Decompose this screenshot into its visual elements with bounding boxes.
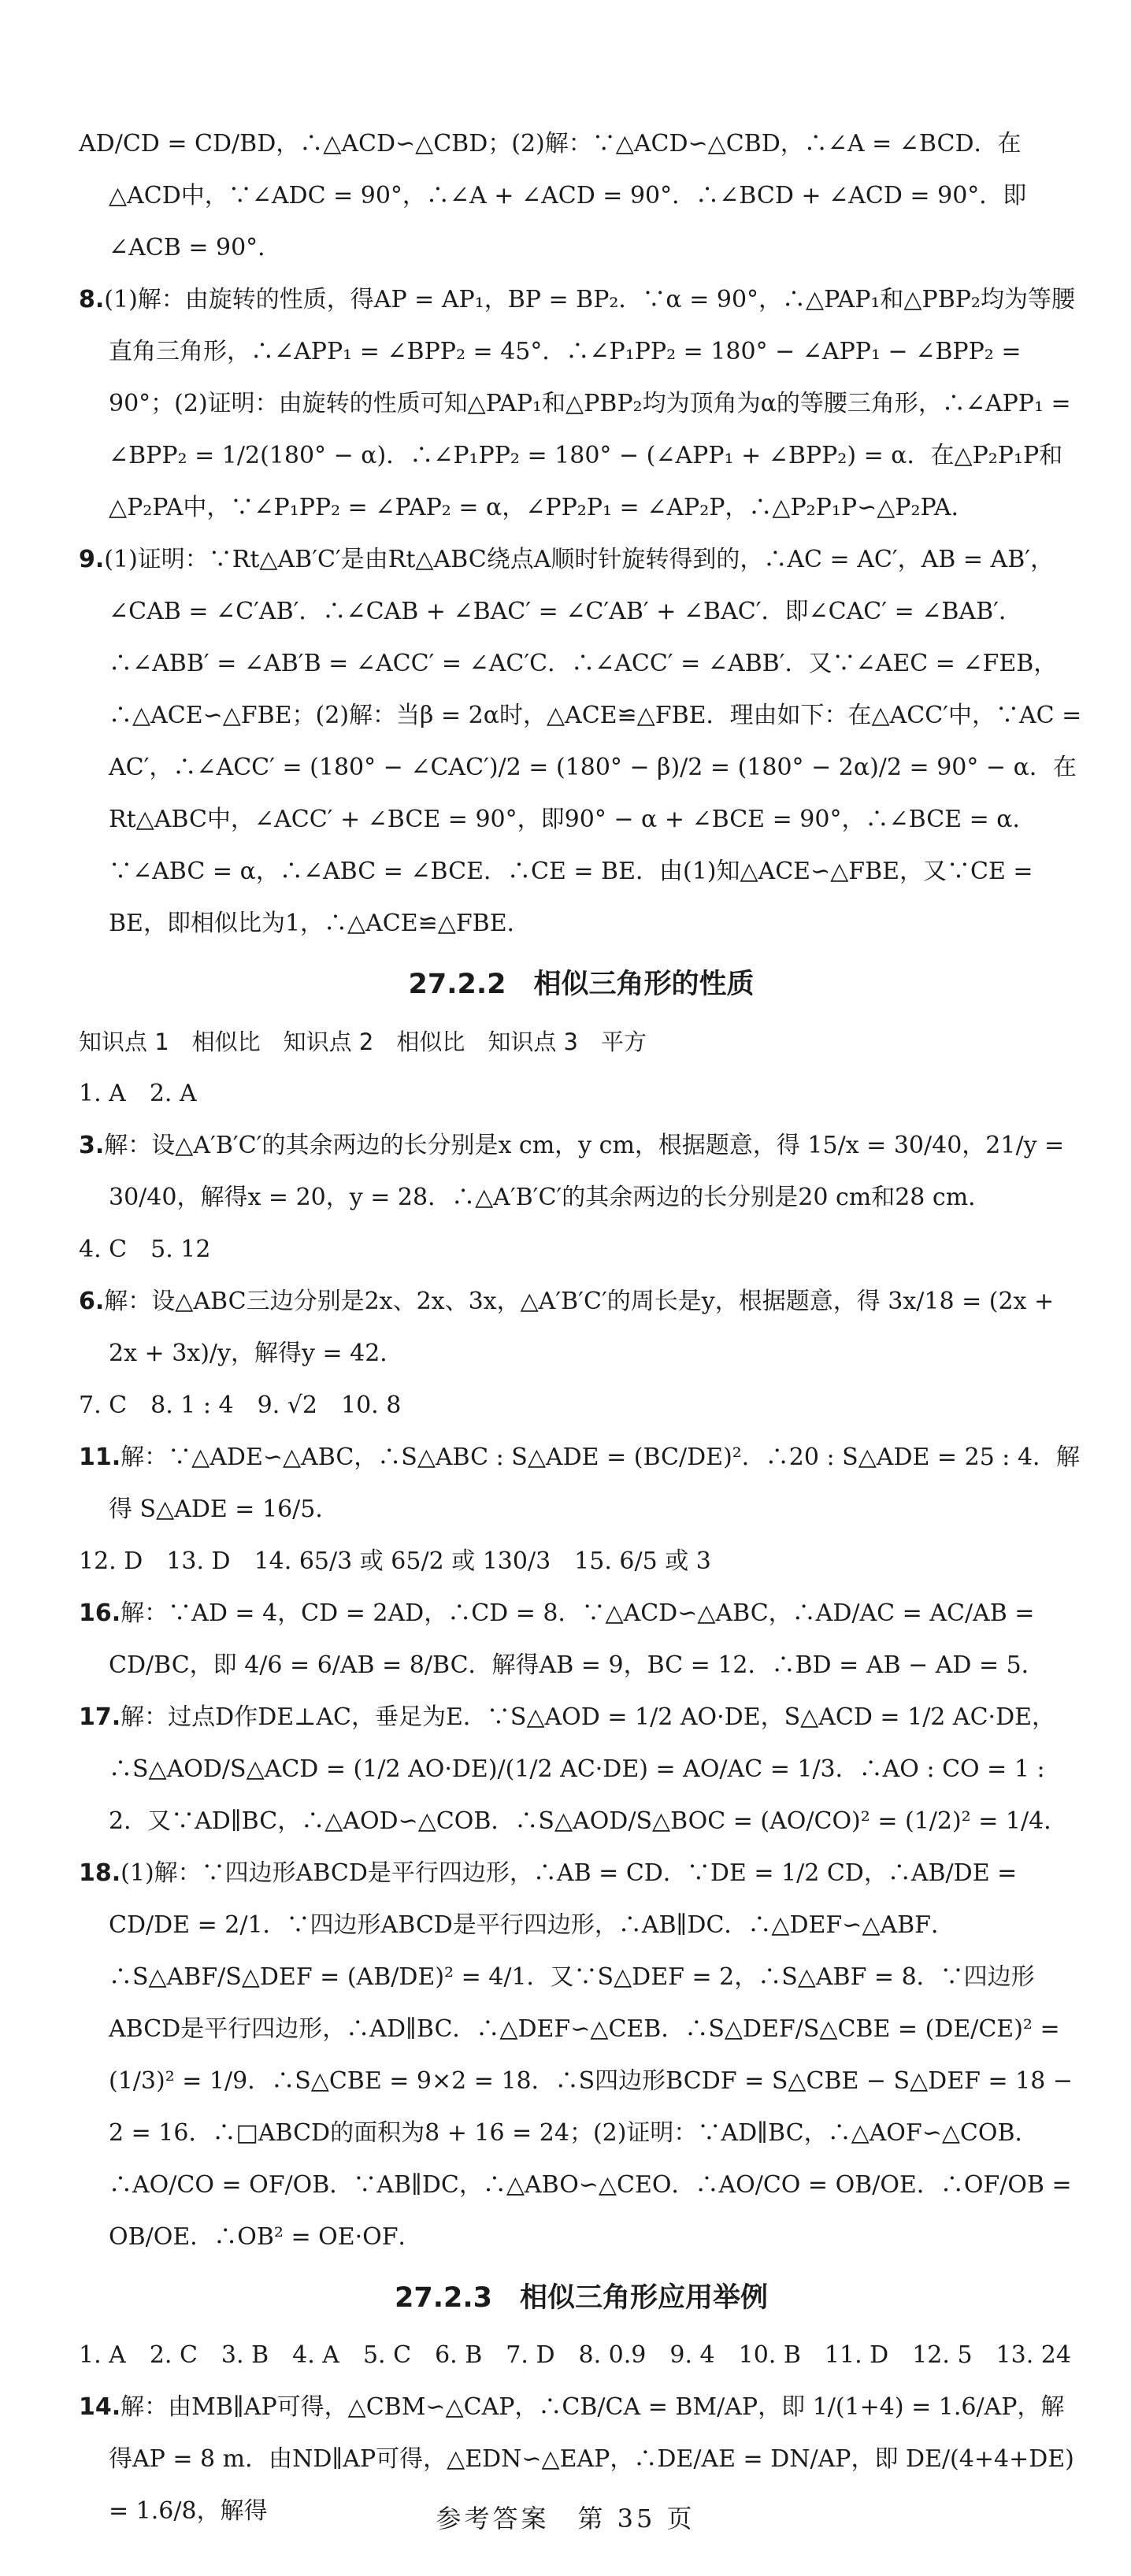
- answer-text: 解：∵△ADE∽△ABC，∴S△ABC : S△ADE = (BC/DE)²．∴20 : S△ADE = 25 : 4．解得 S△ADE = 16/5．: [109, 1444, 1081, 1523]
- answer-text: (1)解：∵四边形ABCD是平行四边形，∴AB = CD．∵DE = 1/2 CD，∴AB/DE = CD/DE = 2/1．∵四边形ABCD是平行四边形，∴AB∥DC．∴△DEF∽△ABF．∴S△ABF/S△DEF = (AB/DE)² = 4/1．又∵S△DEF = 2，∴S△ABF = 8．∵四边形ABCD是平行四边形，∴AD∥BC．∴△DEF∽△CEB．∴S△DEF/S△CBE = (DE/CE)² = (1/3)² = 1/9．∴S△CBE = 9×2 = 18．∴S四边形BCDF = S△CBE − S△DEF = 18 − 2 = 16．∴□ABCD的面积为8 + 16 = 24；(2)证明：∵AD∥BC，∴△AOF∽△COB．∴AO/CO = OF/OB．∵AB∥DC，∴△ABO∽△CEO．∴AO/CO = OB/OE．∴OF/OB = OB/OE．∴OB² = OE·OF．: [109, 1859, 1073, 2251]
- knowledge-points-line: 知识点 1 相似比 知识点 2 相似比 知识点 3 平方: [79, 1029, 647, 1055]
- answer-number: 3.: [79, 1132, 105, 1159]
- answer-content: [79, 118, 1084, 2537]
- answer-item: [79, 1848, 1084, 2263]
- answer-text: (1)解：由旋转的性质，得AP = AP₁，BP = BP₂．∵α = 90°，∴△PAP₁和△PBP₂均为等腰直角三角形，∴∠APP₁ = ∠BPP₂ = 45°．∴∠P₁PP₂ = 180° − ∠APP₁ − ∠BPP₂ = 90°；(2)证明：由旋转的性质可知△PAP₁和△PBP₂均为顶角为α的等腰三角形，∴∠APP₁ = ∠BPP₂ = 1/2(180° − α)．∴∠P₁PP₂ = 180° − (∠APP₁ + ∠BPP₂) = α．在△P₂P₁P和△P₂PA中，∵∠P₁PP₂ = ∠PAP₂ = α，∠PP₂P₁ = ∠AP₂P，∴△P₂P₁P∽△P₂PA．: [104, 286, 1075, 521]
- section-title: 27.2.2 相似三角形的性质: [408, 969, 755, 1000]
- answer-text: (1)证明：∵Rt△AB′C′是由Rt△ABC绕点A顺时针旋转得到的，∴AC = AC′，AB = AB′，∠CAB = ∠C′AB′．∴∠CAB + ∠BAC′ = ∠C′AB′ + ∠BAC′．即∠CAC′ = ∠BAB′．∴∠ABB′ = ∠AB′B = ∠ACC′ = ∠AC′C．∴∠ACC′ = ∠ABB′．又∵∠AEC = ∠FEB，∴△ACE∽△FBE；(2)解：当β = 2α时，△ACE≌△FBE．理由如下：在△ACC′中，∵AC = AC′，∴∠ACC′ = (180° − ∠CAC′)/2 = (180° − β)/2 = (180° − 2α)/2 = 90° − α．在Rt△ABC中，∠ACC′ + ∠BCE = 90°，即90° − α + ∠BCE = 90°，∴∠BCE = α．∵∠ABC = α，∴∠ABC = ∠BCE．∴CE = BE．由(1)知△ACE∽△FBE，又∵CE = BE，即相似比为1，∴△ACE≌△FBE．: [104, 546, 1082, 937]
- answer-number: 8.: [79, 286, 105, 313]
- answer-line: 1. A 2. A: [79, 1080, 197, 1107]
- answer-number: 18.: [79, 1859, 121, 1887]
- answer-text: 解：设△ABC三边分别是2x、2x、3x，△A′B′C′的周长是y，根据题意，得 3x/18 = (2x + 2x + 3x)/y，解得y = 42．: [104, 1288, 1055, 1367]
- answer-number: 9.: [79, 546, 105, 573]
- answer-number: 17.: [79, 1703, 121, 1731]
- answer-item: [79, 1120, 1084, 1224]
- answer-item: [79, 1692, 1084, 1848]
- answer-number: 11.: [79, 1444, 121, 1471]
- answer-text: 解：由MB∥AP可得，△CBM∽△CAP，∴CB/CA = BM/AP，即 1/(1+4) = 1.6/AP，解得AP = 8 m．由ND∥AP可得，△EDN∽△EAP，∴DE/AE = DN/AP，即 DE/(4+4+DE) = 1.6/8，解得: [109, 2393, 1074, 2525]
- page-footer: 参考答案 第 35 页: [436, 2504, 695, 2533]
- answer-text: 解：∵AD = 4，CD = 2AD，∴CD = 8．∵△ACD∽△ABC，∴AD/AC = AC/AB = CD/BC，即 4/6 = 6/AB = 8/BC．解得AB = 9，BC = 12．∴BD = AB − AD = 5．: [109, 1599, 1045, 1679]
- answer-item: [79, 1432, 1084, 1536]
- section-title: 27.2.3 相似三角形应用举例: [394, 2282, 768, 2314]
- answer-item: [79, 1588, 1084, 1692]
- answer-line: 7. C 8. 1 : 4 9. √2 10. 8: [79, 1392, 402, 1419]
- answer-line: 4. C 5. 12: [79, 1236, 211, 1263]
- answer-number: 16.: [79, 1599, 121, 1627]
- answer-text: 解：设△A′B′C′的其余两边的长分别是x cm，y cm，根据题意，得 15/x = 30/40，21/y = 30/40，解得x = 20，y = 28．∴△A′B′C′的其余两边的长分别是20 cm和28 cm．: [104, 1132, 1065, 1211]
- answer-item: [79, 534, 1084, 950]
- answer-number: 6.: [79, 1288, 105, 1315]
- answer-number: 14.: [79, 2393, 121, 2421]
- answer-line: 1. A 2. C 3. B 4. A 5. C 6. B 7. D 8. 0.9 9. 4 10. B 11. D 12. 5 13. 24: [79, 2341, 1071, 2369]
- answer-line: AD/CD = CD/BD，∴△ACD∽△CBD；(2)解：∵△ACD∽△CBD，∴∠A = ∠BCD．在△ACD中，∵∠ADC = 90°，∴∠A + ∠ACD = 90°．∴∠BCD + ∠ACD = 90°．即∠ACB = 90°．: [79, 130, 1027, 261]
- answer-text: 解：过点D作DE⊥AC，垂足为E．∵S△AOD = 1/2 AO·DE，S△ACD = 1/2 AC·DE，∴S△AOD/S△ACD = (1/2 AO·DE)/(1/2 AC·DE) = AO/AC = 1/3．∴AO : CO = 1 : 2．又∵AD∥BC，∴△AOD∽△COB．∴S△AOD/S△BOC = (AO/CO)² = (1/2)² = 1/4．: [109, 1703, 1068, 1835]
- answer-item: [79, 1276, 1084, 1380]
- answer-item: [79, 274, 1084, 534]
- answer-line: 12. D 13. D 14. 65/3 或 65/2 或 130/3 15. 6/5 或 3: [79, 1547, 711, 1575]
